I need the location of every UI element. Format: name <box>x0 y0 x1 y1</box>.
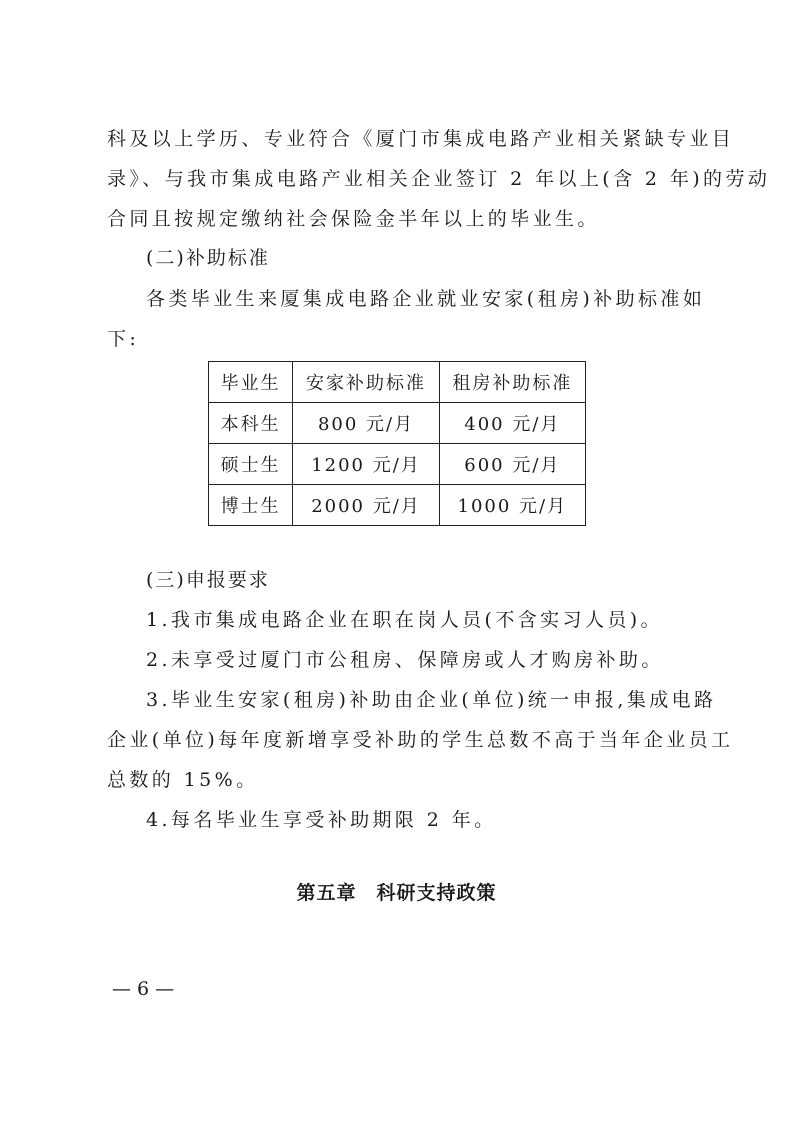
paragraph-line: 各类毕业生来厦集成电路企业就业安家(租房)补助标准如 <box>146 288 706 310</box>
list-item: 1.我市集成电路企业在职在岗人员(不含实习人员)。 <box>146 609 663 631</box>
section-heading-application-requirements: (三)申报要求 <box>146 569 270 591</box>
paragraph-line: 录》、与我市集成电路产业相关企业签订 2 年以上(含 2 年)的劳动 <box>107 168 771 190</box>
table-cell: 800 元/月 <box>293 403 439 444</box>
paragraph-line: 科及以上学历、专业符合《厦门市集成电路产业相关紧缺专业目 <box>107 128 735 150</box>
table-row <box>209 444 586 485</box>
page-number: — 6 — <box>112 978 175 1000</box>
table-row <box>209 403 586 444</box>
paragraph-line: 总数的 15%。 <box>107 769 259 791</box>
list-item: 3.毕业生安家(租房)补助由企业(单位)统一申报,集成电路 <box>146 689 717 711</box>
paragraph-line: 合同且按规定缴纳社会保险金半年以上的毕业生。 <box>107 208 600 230</box>
list-item: 2.未享受过厦门市公租房、保障房或人才购房补助。 <box>146 649 664 671</box>
chapter-title: 第五章 科研支持政策 <box>296 882 497 904</box>
list-item: 4.每名毕业生享受补助期限 2 年。 <box>146 809 497 831</box>
table-cell: 1000 元/月 <box>439 485 585 526</box>
section-heading-subsidy-standard: (二)补助标准 <box>146 247 270 269</box>
paragraph-line: 企业(单位)每年度新增享受补助的学生总数不高于当年企业员工 <box>107 729 734 751</box>
table-cell: 博士生 <box>209 485 293 526</box>
table-cell: 2000 元/月 <box>293 485 439 526</box>
table-header-cell: 安家补助标准 <box>293 362 439 403</box>
table-header-cell: 毕业生 <box>209 362 293 403</box>
table-cell: 400 元/月 <box>439 403 585 444</box>
table-cell: 1200 元/月 <box>293 444 439 485</box>
table-row <box>209 485 586 526</box>
subsidy-standard-table <box>208 361 586 526</box>
table-cell: 本科生 <box>209 403 293 444</box>
table-cell: 硕士生 <box>209 444 293 485</box>
paragraph-line: 下: <box>107 328 140 350</box>
table-header-row <box>209 362 586 403</box>
table-header-cell: 租房补助标准 <box>439 362 585 403</box>
table-cell: 600 元/月 <box>439 444 585 485</box>
